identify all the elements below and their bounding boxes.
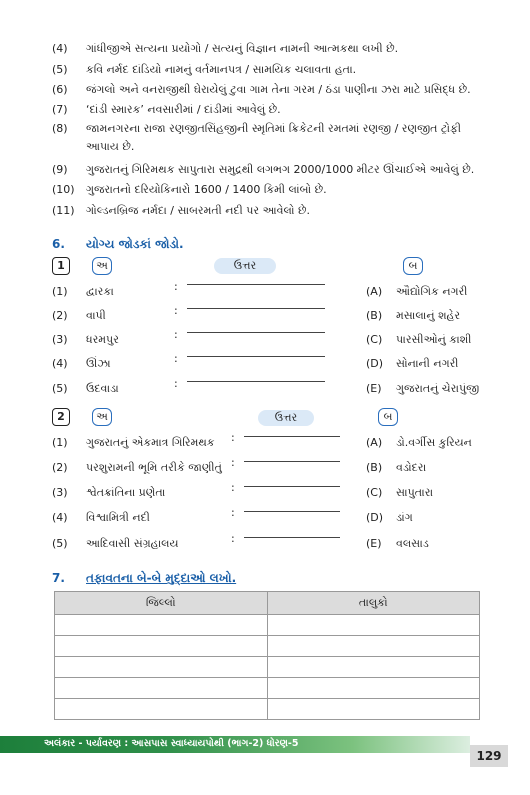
table-cell[interactable] bbox=[267, 615, 480, 636]
row-num: (1) bbox=[52, 436, 68, 449]
colon: : bbox=[231, 506, 235, 519]
table-cell[interactable] bbox=[267, 678, 480, 699]
answer-column-label: ઉત્તર bbox=[258, 410, 314, 426]
column-a-label: અ bbox=[92, 257, 112, 275]
answer-line[interactable] bbox=[244, 486, 340, 487]
left-item: આદિવાસી સંગ્રહાલય bbox=[86, 537, 179, 550]
row-num: (2) bbox=[52, 309, 68, 322]
row-num: (5) bbox=[52, 537, 68, 550]
left-item: શ્વેતક્રાંતિના પ્રણેતા bbox=[86, 486, 166, 499]
answer-line[interactable] bbox=[187, 308, 325, 309]
colon: : bbox=[174, 377, 178, 390]
option-letter: (D) bbox=[366, 511, 384, 524]
right-item: સોનાની નગરી bbox=[396, 357, 459, 370]
right-item: ડો.વર્ગીસ કુરિયન bbox=[396, 436, 472, 449]
column-b-label: બ bbox=[403, 257, 423, 275]
answer-line[interactable] bbox=[187, 332, 325, 333]
column-a-label: અ bbox=[92, 408, 112, 426]
right-item: વલસાડ bbox=[396, 537, 429, 550]
column-b-label: બ bbox=[378, 408, 398, 426]
colon: : bbox=[174, 280, 178, 293]
statement-text: જામનગરના રાજા રણજીતસિંહજીની સ્મૃતિમાં ક્રિકેટની રમતમાં રણજી / રણજીત ટ્રોફી bbox=[86, 122, 462, 135]
left-item: ઊંઝા bbox=[86, 357, 111, 370]
option-letter: (C) bbox=[366, 333, 383, 346]
table-cell[interactable] bbox=[55, 657, 268, 678]
table-cell[interactable] bbox=[55, 636, 268, 657]
right-item: ગુજરાતનું ચેરાપુંજી bbox=[396, 382, 480, 395]
colon: : bbox=[231, 532, 235, 545]
row-num: (1) bbox=[52, 285, 68, 298]
option-letter: (E) bbox=[366, 537, 382, 550]
statement-text: ગુજરાતનો દરિયોકિનારો 1600 / 1400 કિમી લાંબો છે. bbox=[86, 183, 327, 196]
right-item: ઔદ્યોગિક નગરી bbox=[396, 285, 468, 298]
section-7-title: તફાવતના બે-બે મુદ્દાઓ લખો. bbox=[86, 571, 237, 585]
option-letter: (A) bbox=[366, 436, 383, 449]
left-item: ધરમપુર bbox=[86, 333, 119, 346]
option-letter: (E) bbox=[366, 382, 382, 395]
column-header-district: જિલ્લો bbox=[55, 592, 268, 615]
section-7-number: 7. bbox=[52, 571, 65, 585]
statement-text-cont: આપાય છે. bbox=[86, 140, 135, 153]
statement-num: (5) bbox=[52, 63, 68, 76]
colon: : bbox=[174, 328, 178, 341]
colon: : bbox=[174, 352, 178, 365]
row-num: (2) bbox=[52, 461, 68, 474]
group-1-badge: 1 bbox=[52, 257, 70, 275]
statement-text: ગોલ્ડનબ્રિજ નર્મદા / સાબરમતી નદી પર આવેલો છે. bbox=[86, 204, 311, 217]
difference-table bbox=[54, 591, 480, 720]
answer-line[interactable] bbox=[244, 537, 340, 538]
answer-column-label: ઉત્તર bbox=[214, 258, 276, 274]
answer-line[interactable] bbox=[244, 511, 340, 512]
colon: : bbox=[174, 304, 178, 317]
colon: : bbox=[231, 431, 235, 444]
answer-line[interactable] bbox=[187, 356, 325, 357]
right-item: વડોદરા bbox=[396, 461, 427, 474]
left-item: વિશ્વામિત્રી નદી bbox=[86, 511, 150, 524]
row-num: (3) bbox=[52, 486, 68, 499]
table-header-row bbox=[55, 592, 480, 615]
statement-num: (7) bbox=[52, 103, 68, 116]
statement-num: (10) bbox=[52, 183, 75, 196]
left-item: ગુજરાતનું એકમાત્ર ગિરિમથક bbox=[86, 436, 215, 449]
section-6-title: યોગ્ય જોડકાં જોડો. bbox=[86, 237, 184, 251]
table-cell[interactable] bbox=[55, 699, 268, 720]
statement-num: (11) bbox=[52, 204, 75, 217]
statement-num: (9) bbox=[52, 163, 68, 176]
table-row bbox=[55, 615, 480, 636]
section-6-number: 6. bbox=[52, 237, 65, 251]
table-cell[interactable] bbox=[55, 678, 268, 699]
right-item: મસાલાનું શહેર bbox=[396, 309, 461, 322]
statement-text: કવિ નર્મદ દાંડિયો નામનું વર્તમાનપત્ર / સામયિક ચલાવતા હતા. bbox=[86, 63, 357, 76]
row-num: (3) bbox=[52, 333, 68, 346]
right-item: ડાંગ bbox=[396, 511, 413, 524]
left-item: વાપી bbox=[86, 309, 106, 322]
table-row bbox=[55, 699, 480, 720]
row-num: (5) bbox=[52, 382, 68, 395]
left-item: પરશુરામની ભૂમિ તરીકે જાણીતું bbox=[86, 461, 222, 474]
colon: : bbox=[231, 481, 235, 494]
row-num: (4) bbox=[52, 511, 68, 524]
column-header-taluka: તાલુકો bbox=[267, 592, 480, 615]
statement-num: (8) bbox=[52, 122, 68, 135]
statement-text: જંગલો અને વનરાજીથી ઘેરાયેલું ટુવા ગામ તેના ગરમ / ઠંડા પાણીના ઝરા માટે પ્રસિદ્ધ છે. bbox=[86, 83, 471, 96]
right-item: પારસીઓનું કાશી bbox=[396, 333, 472, 346]
table-row bbox=[55, 657, 480, 678]
right-item: સાપુતારા bbox=[396, 486, 434, 499]
option-letter: (B) bbox=[366, 461, 383, 474]
table-cell[interactable] bbox=[55, 615, 268, 636]
option-letter: (B) bbox=[366, 309, 383, 322]
statement-text: ‘દાંડી સ્મારક’ નવસારીમાં / દાંડીમાં આવેલું છે. bbox=[86, 103, 281, 116]
row-num: (4) bbox=[52, 357, 68, 370]
group-2-badge: 2 bbox=[52, 408, 70, 426]
left-item: દ્વારકા bbox=[86, 285, 114, 298]
answer-line[interactable] bbox=[187, 284, 325, 285]
table-cell[interactable] bbox=[267, 657, 480, 678]
table-row bbox=[55, 678, 480, 699]
table-cell[interactable] bbox=[267, 699, 480, 720]
statement-text: ગુજરાતનું ગિરિમથક સાપુતારા સમુદ્રથી લગભગ 2000/1000 મીટર ઊંચાઈએ આવેલું છે. bbox=[86, 163, 475, 176]
answer-line[interactable] bbox=[187, 381, 325, 382]
statement-text: ગાંધીજીએ સત્યના પ્રયોગો / સત્યનું વિજ્ઞાન નામની આત્મકથા લખી છે. bbox=[86, 42, 399, 55]
footer-book-title: અલંકાર - પર્યાવરણ : આસપાસ સ્વાધ્યાયપોથી (ભાગ-2) ધોરણ-5 bbox=[44, 738, 299, 749]
answer-line[interactable] bbox=[244, 461, 340, 462]
option-letter: (C) bbox=[366, 486, 383, 499]
option-letter: (D) bbox=[366, 357, 384, 370]
statement-num: (4) bbox=[52, 42, 68, 55]
option-letter: (A) bbox=[366, 285, 383, 298]
left-item: ઉદવાડા bbox=[86, 382, 119, 395]
table-cell[interactable] bbox=[267, 636, 480, 657]
colon: : bbox=[231, 456, 235, 469]
answer-line[interactable] bbox=[244, 436, 340, 437]
statement-num: (6) bbox=[52, 83, 68, 96]
page-number: 129 bbox=[470, 745, 508, 767]
table-row bbox=[55, 636, 480, 657]
